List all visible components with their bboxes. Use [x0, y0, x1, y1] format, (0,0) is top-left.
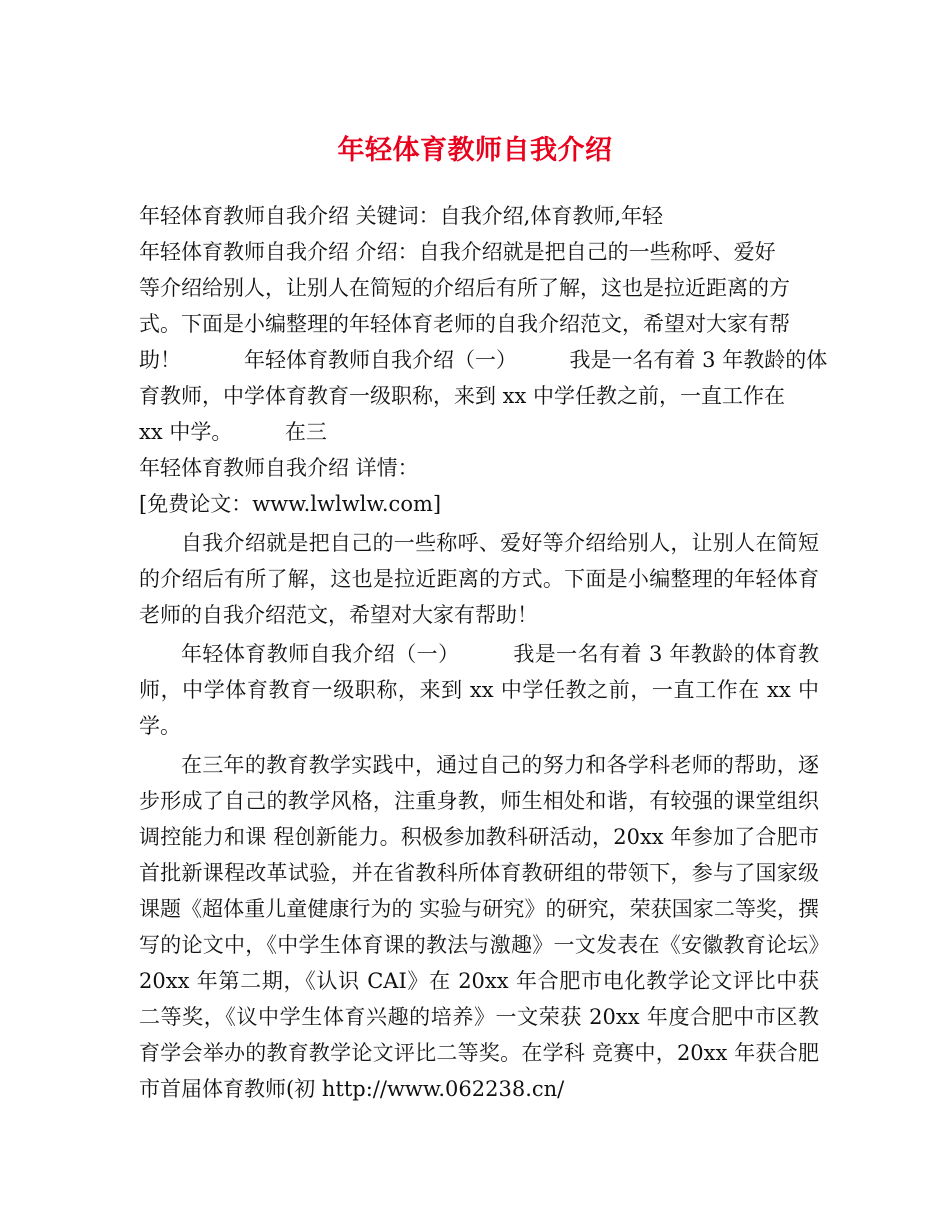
intro-line: xx 中学。 在三	[139, 420, 327, 444]
intro-line: 式。下面是小编整理的年轻体育老师的自我介绍范文，希望对大家有帮	[139, 312, 790, 336]
keywords-line: 年轻体育教师自我介绍 关键词：自我介绍,体育教师,年轻	[139, 204, 664, 228]
intro-line: 等介绍给别人，让别人在简短的介绍后有所了解，这也是拉近距离的方	[139, 276, 790, 300]
intro-line: 助！ 年轻体育教师自我介绍（一） 我是一名有着 3 年教龄的体	[139, 348, 828, 372]
body-paragraph: 年轻体育教师自我介绍（一） 我是一名有着 3 年教龄的体育教师，中学体育教育一级职称，来到 xx 中学任教之前，一直工作在 xx 中学。	[139, 642, 819, 738]
intro-line: 育教师，中学体育教育一级职称，来到 xx 中学任教之前，一直工作在	[139, 384, 786, 408]
document-title: 年轻体育教师自我介绍	[337, 135, 613, 166]
body-paragraph: 在三年的教育教学实践中，通过自己的努力和各学科老师的帮助，逐步形成了自己的教学风格，注重身教，师生相处和谐，有较强的课堂组织调控能力和课 程创新能力。积极参加教科研活动，20xx 年参加了合肥市首批新课程改革试验，并在省教科所体育教研组的带领下，参与了国家级课题《超体重儿童健康行为的 实验与研究》的研究，荣获国家二等奖，撰写的论文中，《中学生体育课的教法与激趣》一文发表在《安徽教育论坛》20xx 年第二期，《认识 CAI》在 20xx 年合肥市电化教学论文评比中获二等奖，《议中学生体育兴趣的培养》一文荣获 20xx 年度合肥中市区教育学会举办的教育教学论文评比二等奖。在学科 竞赛中，20xx 年获合肥市首届体育教师(初 http://www.062238.cn/	[139, 753, 819, 1101]
source-link-line[interactable]: [免费论文：www.lwlwlw.com]	[139, 492, 442, 516]
intro-line: 年轻体育教师自我介绍 介绍：自我介绍就是把自己的一些称呼、爱好	[139, 240, 776, 264]
document-body	[139, 198, 828, 1107]
details-heading: 年轻体育教师自我介绍 详情：	[139, 456, 419, 480]
body-paragraph: 自我介绍就是把自己的一些称呼、爱好等介绍给别人，让别人在简短的介绍后有所了解，这也是拉近距离的方式。下面是小编整理的年轻体育老师的自我介绍范文，希望对大家有帮助！	[139, 531, 819, 627]
